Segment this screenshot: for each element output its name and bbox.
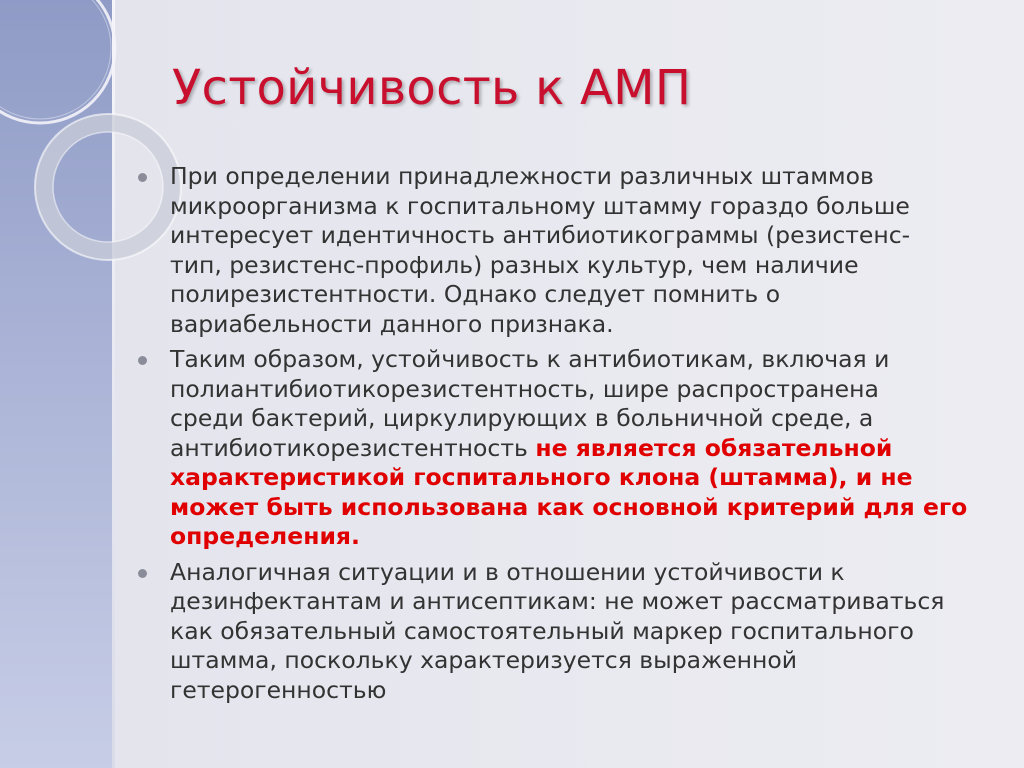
- bullet-text: [170, 162, 996, 339]
- bullet-item: [136, 345, 996, 552]
- text-line: дезинфектантам и антисептикам: не может рассматриваться: [170, 587, 945, 615]
- bullet-icon: [138, 173, 147, 182]
- bullet-text: [170, 558, 996, 706]
- bullet-item: [136, 162, 996, 339]
- text-line: При определении принадлежности различных штаммов: [170, 162, 874, 190]
- emphasis-text: может быть использована как основной критерий для его: [170, 492, 968, 521]
- text-line: вариабельности данного признака.: [170, 309, 614, 338]
- bullet-item: [136, 558, 996, 706]
- text-line: тип, резистенс-профиль) разных культур, чем наличие: [170, 250, 859, 279]
- text-line: гетерогенностью: [170, 675, 387, 704]
- emphasis-text: не является обязательной: [535, 433, 893, 462]
- emphasis-text: характеристикой госпитального клона (штамма), и не: [170, 463, 913, 491]
- text-line: Таким образом, устойчивость к антибиотикам, включая и: [170, 345, 890, 373]
- text-line: полирезистентности. Однако следует помнить о: [170, 280, 781, 308]
- text-line: среди бактерий, циркулирующих в больничной среде, а: [170, 404, 874, 432]
- bullet-icon: [138, 356, 147, 365]
- ring-icon: [0, 0, 115, 123]
- emphasis-text: определения.: [170, 522, 360, 550]
- text-line: полиантибиотикорезистентность, шире распространена: [170, 374, 879, 403]
- text-line: интересует идентичность антибиотикограммы (резистенс-: [170, 221, 911, 249]
- text-line: Аналогичная ситуации и в отношении устойчивости к: [170, 557, 845, 586]
- bullet-list: [136, 162, 996, 711]
- text-line-mixed: [170, 434, 996, 464]
- text-line: штамма, поскольку характеризуется выраженной: [170, 646, 798, 674]
- bullet-icon: [138, 569, 147, 578]
- text-segment: антибиотикорезистентность: [170, 433, 536, 462]
- bullet-text: [170, 345, 996, 552]
- slide-title: Устойчивость к АМП: [172, 60, 692, 116]
- text-line: как обязательный самостоятельный маркер госпитального: [170, 616, 914, 645]
- text-line: микроорганизма к госпитальному штамму гораздо больше: [170, 191, 910, 220]
